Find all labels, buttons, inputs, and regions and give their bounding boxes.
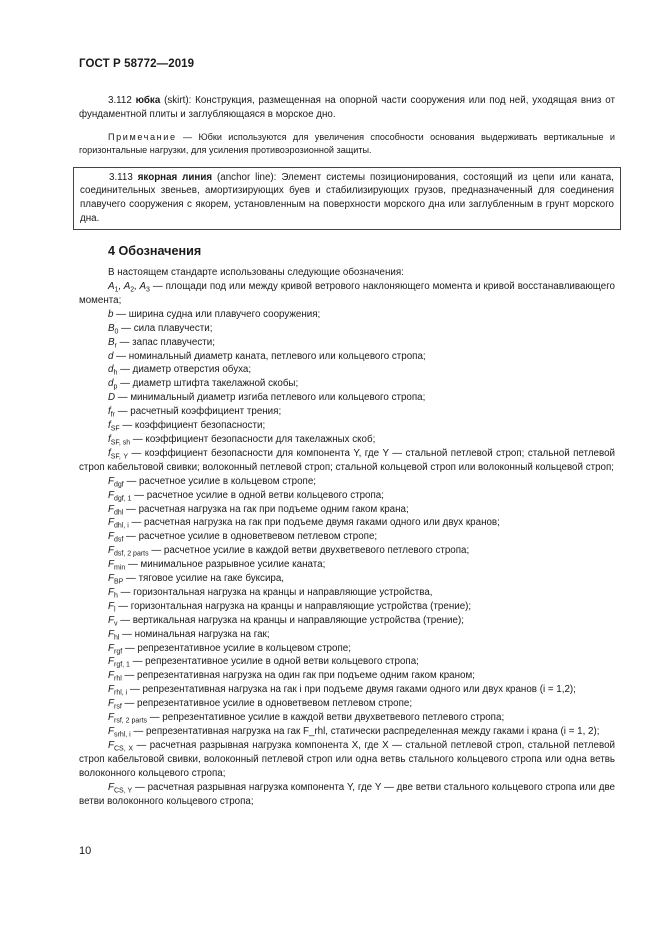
symbol-definition	[79, 628, 615, 642]
symbol-subscript: h	[113, 592, 118, 600]
symbol-definition	[79, 669, 615, 683]
symbol-variable: F	[108, 684, 114, 696]
symbol-description: — запас плавучести;	[116, 336, 215, 348]
symbol-description: — диаметр отверстия обуха;	[117, 364, 252, 376]
symbol-description: — коэффициент безопасности;	[119, 420, 266, 432]
symbol-subscript: SF, sh	[110, 439, 131, 447]
symbol-definition	[79, 405, 615, 419]
symbol-subscript: h	[113, 369, 118, 377]
symbol-definition	[79, 781, 615, 809]
symbol-subscript: dsf	[113, 536, 124, 544]
symbol-definition	[79, 363, 615, 377]
symbol-variable: F	[108, 573, 114, 585]
symbol-description: — диаметр штифта такелажной скобы;	[117, 378, 299, 390]
term-definition: Конструкция, размещенная на опорной части сооружения или под ней, уходящая вниз от фундаментной плиты и заглубляющаяся в морское дно.	[79, 95, 615, 120]
symbol-variable: B	[108, 336, 115, 348]
symbol-description: — тяговое усилие на гаке буксира,	[123, 573, 285, 585]
symbol-definition	[79, 739, 615, 781]
symbol-variable: f	[108, 433, 111, 445]
symbol-description: — репрезентативная нагрузка на гак i при подъеме двумя гаками одного или двух кранов (i = 1,2);	[127, 684, 576, 696]
symbol-definition	[79, 516, 615, 530]
symbol-description: — расчетный коэффициент трения;	[115, 406, 282, 418]
symbol-subscript: 1	[114, 286, 119, 294]
symbol-subscript: dhl	[113, 509, 124, 516]
symbol-definition	[79, 697, 615, 711]
symbol-variable: F	[108, 656, 114, 668]
symbol-subscript: dsf, 2 parts	[113, 550, 149, 558]
symbol-variable: F	[108, 489, 114, 501]
symbol-definition	[79, 614, 615, 628]
note	[79, 131, 615, 158]
term-number: 3.112	[108, 95, 132, 106]
symbol-description: — репрезентативное усилие в одноветвевом петлевом стропе;	[121, 698, 413, 710]
term-3-112	[79, 94, 615, 122]
section-title: 4 Обозначения	[108, 244, 202, 259]
symbol-variable: F	[108, 726, 114, 737]
symbol-subscript: hl	[113, 634, 120, 642]
symbol-definition	[79, 391, 615, 405]
symbol-description: — горизонтальная нагрузка на кранцы и направляющие устройства,	[117, 586, 433, 598]
symbol-definition	[79, 544, 615, 558]
symbol-subscript: rsf, 2 parts	[113, 717, 148, 725]
symbol-subscript: r	[114, 342, 117, 350]
symbol-variable: d	[108, 350, 114, 362]
symbol-subscript: l	[113, 606, 116, 614]
symbol-subscript: p	[113, 383, 118, 391]
term-3-113-box	[73, 167, 621, 230]
symbol-definition	[79, 655, 615, 669]
symbol-variable: F	[108, 670, 114, 682]
symbol-definition	[79, 642, 615, 656]
document-body	[79, 94, 615, 808]
symbol-description: — расчетное усилие в кольцевом стропе;	[123, 475, 316, 487]
symbol-description: — коэффициент безопасности для такелажных скоб;	[130, 433, 376, 445]
symbol-variable: F	[108, 698, 114, 710]
term-3-113	[80, 171, 614, 225]
symbol-definition	[79, 280, 615, 308]
symbol-variable: F	[108, 531, 114, 543]
symbol-variable: , A	[118, 281, 131, 292]
symbol-variable: d	[108, 378, 114, 390]
symbol-definition	[79, 503, 615, 517]
symbol-description: — расчетная разрывная нагрузка компонента X, где X — стальной петлевой строп, стальной петлевой строп кабельтовой свивки, волоконный петлевой строп или одна ветвь стального кольцевого стропа или одна ветвь волоконного кольцевого стропа;	[79, 739, 615, 779]
symbol-variable: A	[108, 281, 115, 292]
symbol-description: — репрезентативное усилие в каждой ветви двухветвевого петлевого стропа;	[147, 712, 505, 724]
symbol-subscript: rhl, i	[113, 689, 128, 697]
symbol-description: — репрезентативное усилие в одной ветви кольцевого стропа;	[129, 656, 419, 668]
symbol-variable: , A	[134, 281, 147, 292]
symbol-subscript: srhl, i	[113, 731, 131, 739]
symbol-definition	[79, 586, 615, 600]
symbol-variable: F	[108, 642, 114, 654]
symbol-definition	[79, 725, 615, 739]
symbol-variable: F	[108, 517, 114, 529]
symbol-description: — расчетное усилие в одноветвевом петлевом стропе;	[123, 531, 378, 543]
symbol-subscript: CS, Y	[113, 787, 133, 795]
symbol-subscript: rsf	[113, 703, 122, 711]
page-number: 10	[79, 845, 92, 857]
term-english: (skirt):	[164, 95, 192, 106]
symbol-definition	[79, 489, 615, 503]
symbol-description: — расчетная разрывная нагрузка компонента Y, где Y — две ветви стального кольцевого стропа или две ветви волоконного кольцевого стропа;	[79, 781, 616, 807]
symbol-definition	[79, 350, 615, 364]
note-text: — Юбки используются для увеличения способности основания выдерживать вертикальные и горизонтальные нагрузки, для усиления противоэрозионной защиты.	[79, 131, 615, 156]
symbol-definition	[79, 600, 615, 614]
term-title: якорная линия	[137, 171, 213, 183]
symbol-variable: F	[108, 628, 114, 640]
symbol-variable: F	[108, 712, 114, 724]
symbol-description: — минимальное разрывное усилие каната;	[125, 559, 326, 571]
symbol-subscript: rgf	[113, 648, 123, 656]
term-definition: Элемент системы позиционирования, состоящий из цепи или каната, соединительных звеньев, амортизирующих буев и стабилизирующих грузов, предназначенный для соединения плавучего сооружения с якорем, установленным на поверхности морского дна или заглубленным в грунт морского дна.	[80, 171, 614, 224]
symbol-variable: F	[108, 503, 114, 515]
symbol-description: — сила плавучести;	[118, 322, 213, 334]
symbol-description: — вертикальная нагрузка на кранцы и направляющие устройства (трение);	[117, 614, 464, 626]
symbol-variable: f	[108, 420, 111, 432]
symbol-subscript: dgf, 1	[113, 495, 132, 503]
symbol-definition	[79, 530, 615, 544]
symbol-definition	[79, 683, 615, 697]
symbol-description: — коэффициент безопасности для компонента Y, где Y — стальной петлевой строп; стальной петлевой строп кабельтовой свивки; волоконный петлевой строп; стальной кольцевой строп или волоконный кольцевой строп;	[79, 447, 615, 473]
symbol-subscript: SF, Y	[110, 453, 129, 461]
symbol-variable: F	[108, 545, 114, 557]
note-label: Примечание	[108, 131, 177, 142]
symbol-variable: F	[108, 559, 114, 571]
symbol-description: — расчетная нагрузка на гак при подъеме двумя гаками одного или двух кранов;	[128, 517, 500, 529]
symbol-variable: B	[108, 322, 115, 334]
symbol-subscript: dhl, i	[113, 522, 129, 530]
symbol-subscript: 2	[130, 286, 135, 294]
term-title: юбка	[135, 95, 161, 106]
symbol-subscript: min	[113, 564, 126, 572]
symbol-subscript: fr	[110, 411, 116, 419]
symbol-description: — номинальный диаметр каната, петлевого или кольцевого стропа;	[113, 350, 426, 362]
symbol-description: — репрезентативное усилие в кольцевом стропе;	[122, 642, 351, 654]
symbol-description: — расчетное усилие в каждой ветви двухветвевого петлевого стропа;	[148, 545, 470, 557]
symbol-description: — расчетное усилие в одной ветви кольцевого стропа;	[131, 489, 384, 501]
symbol-subscript: BP	[113, 578, 124, 586]
symbol-variable: F	[108, 614, 114, 626]
symbol-subscript: dgf	[113, 481, 124, 489]
symbol-definition	[79, 558, 615, 572]
symbol-subscript: v	[113, 620, 118, 628]
symbol-subscript: rhl	[113, 675, 122, 683]
symbol-variable: F	[108, 739, 114, 751]
symbol-subscript: rgf, 1	[113, 661, 130, 669]
symbol-definition	[79, 336, 615, 350]
symbol-variable: F	[108, 475, 114, 487]
symbol-variable: d	[108, 364, 114, 376]
symbol-variable: b	[108, 308, 114, 320]
symbol-variable: F	[108, 586, 114, 598]
symbol-description: — ширина судна или плавучего сооружения;	[113, 308, 321, 320]
symbol-description: — площади под или между кривой ветрового наклоняющего момента и кривой восстанавливающего момента;	[79, 281, 615, 306]
symbol-definition	[79, 419, 615, 433]
symbol-subscript: SF	[110, 425, 120, 433]
section-intro: В настоящем стандарте использованы следующие обозначения:	[108, 267, 404, 279]
symbol-subscript: CS, X	[113, 745, 133, 753]
symbol-definition	[79, 475, 615, 489]
symbol-variable: f	[108, 406, 111, 418]
symbol-definition	[79, 447, 615, 475]
symbol-definition	[79, 377, 615, 391]
symbol-definition	[79, 711, 615, 725]
symbol-variable: F	[108, 600, 114, 612]
symbol-variable: f	[108, 447, 111, 459]
term-english: (anchor line):	[217, 171, 277, 183]
symbol-description: — расчетная нагрузка на гак при подъеме одним гаком крана;	[123, 503, 409, 515]
symbol-definition	[79, 572, 615, 586]
document-header: ГОСТ Р 58772—2019	[79, 58, 195, 70]
symbol-variable: D	[108, 392, 116, 404]
symbol-definition	[79, 322, 615, 336]
symbol-description: — горизонтальная нагрузка на кранцы и направляющие устройства (трение);	[115, 600, 472, 612]
symbol-subscript: 3	[146, 286, 150, 294]
term-number: 3.113	[109, 171, 133, 183]
symbol-description: — репрезентативная нагрузка на гак F_rhl, статически распределенная между гаками i крана (i = 1, 2);	[130, 726, 600, 737]
symbol-description: — репрезентативная нагрузка на один гак при подъеме одним гаком краном;	[121, 670, 475, 682]
symbol-list	[79, 280, 615, 808]
symbol-description: — номинальная нагрузка на гак;	[119, 628, 270, 640]
symbol-subscript: 0	[114, 328, 119, 336]
symbol-description: — минимальный диаметр изгиба петлевого или кольцевого стропа;	[115, 392, 426, 404]
symbol-definition	[79, 433, 615, 447]
symbol-definition	[79, 308, 615, 322]
symbol-variable: F	[108, 781, 114, 793]
